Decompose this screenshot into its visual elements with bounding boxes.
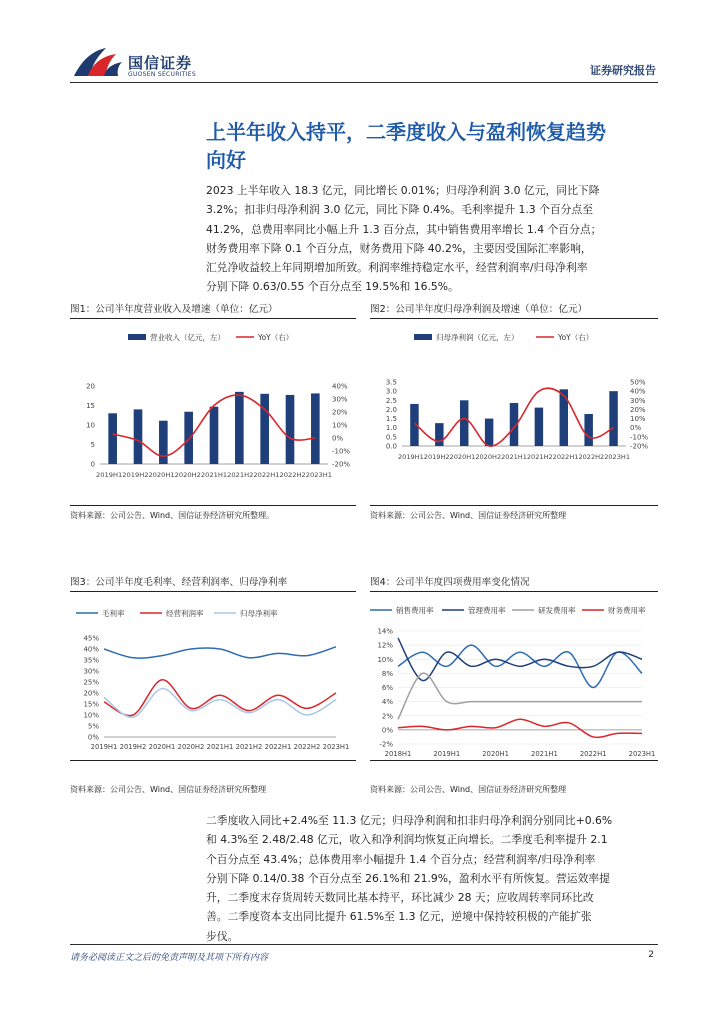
bar (435, 423, 443, 446)
bar (584, 414, 592, 446)
footer-disclaimer: 请务必阅读正文之后的免责声明及其项下所有内容 (70, 953, 269, 963)
page-number: 2 (648, 950, 654, 960)
y-axis-tick-label: 4% (381, 698, 393, 707)
x-axis-tick-label: 2022H1 (264, 743, 292, 751)
fig4-rule (370, 591, 658, 592)
fig2-title: 图2：公司半年度归母净利润及增速（单位：亿元） (370, 304, 588, 315)
x-axis-tick-label: 2022H1 (579, 750, 607, 758)
y-axis-tick-label: 20% (83, 689, 99, 698)
legend-swatch-bar (414, 334, 432, 340)
bar (560, 389, 568, 446)
left-axis-tick-label: 5 (90, 441, 95, 449)
y-axis-tick-label: 40% (83, 645, 99, 654)
x-axis-tick-label: 2019H2 (119, 743, 147, 751)
y-axis-tick-label: 35% (83, 656, 99, 665)
legend-label-line: YoY（右） (258, 333, 294, 342)
y-axis-tick-label: 6% (381, 684, 393, 692)
fig4-bottom-rule (370, 760, 658, 761)
y-axis-tick-label: 2% (381, 712, 393, 721)
series-line-1 (104, 647, 336, 658)
legend-label-2: 经营利润率 (166, 609, 204, 618)
bar (460, 400, 468, 446)
legend-label-3: 归母净利率 (240, 609, 278, 618)
right-axis-tick-label: 50% (630, 378, 646, 387)
left-axis-tick-label: 1.0 (385, 424, 397, 433)
paragraph-line: 2023 上半年收入 18.3 亿元，同比增长 0.01%；归母净利润 3.0 亿元，同比下降 (206, 184, 600, 197)
brand-name-en: GUOSEN SECURITIES (128, 71, 197, 78)
intro-paragraph (206, 181, 658, 297)
x-axis-tick-label: 2022H2 (293, 743, 321, 751)
paragraph-line: 善。二季度资本支出同比提升 61.5%至 1.3 亿元，逆境中保持较积极的产能扩张 (206, 910, 592, 924)
bar (311, 393, 320, 464)
x-axis-tick-label: 2019H1 (433, 750, 461, 758)
fig2-chart (370, 322, 658, 502)
paragraph-line: 3.2%；扣非归母净利润 3.0 亿元，同比下降 0.4%。毛利率提升 1.3 个百分点至 (206, 203, 594, 217)
legend-label-1: 销售费用率 (396, 606, 434, 615)
bar (286, 395, 295, 464)
y-axis-tick-label: 45% (83, 634, 99, 643)
series-line-2 (104, 680, 336, 716)
y-axis-tick-label: 5% (87, 722, 99, 731)
x-axis-tick-label: 2018H1 (384, 750, 412, 758)
legend-swatch-bar (128, 334, 146, 340)
legend-label-line: YoY（右） (558, 333, 594, 342)
bar (159, 421, 168, 464)
left-axis-tick-label: 3.0 (385, 387, 397, 396)
x-axis-tick-labels: 2019H12019H22020H12020H22021H12021H22022H12022H22023H1 (398, 453, 630, 461)
bar (235, 392, 244, 464)
paragraph-line: 个百分点至 43.4%；总体费用率小幅提升 1.4 个百分点；经营利润率/归母净利率 (206, 852, 596, 866)
bar (134, 409, 143, 464)
y-axis-tick-label: 30% (83, 667, 99, 676)
y-axis-tick-label: 0% (87, 733, 99, 742)
right-axis-tick-label: 10% (332, 421, 348, 430)
paragraph-line: 财务费用率下降 0.1 个百分点，财务费用下降 40.2%，主要因受国际汇率影响， (206, 241, 592, 255)
fig3-bottom-rule (70, 760, 356, 761)
legend-label-bar: 营业收入（亿元，左） (150, 333, 225, 342)
right-axis-tick-label: 20% (630, 405, 646, 414)
y-axis-tick-label: -2% (379, 740, 393, 749)
outro-paragraph (206, 811, 658, 946)
footer-divider (70, 944, 658, 945)
section-title (206, 118, 676, 174)
paragraph-line: 汇兑净收益较上年同期增加所致。利润率维持稳定水平，经营利润率/归母净利率 (206, 261, 588, 275)
y-axis-tick-label: 15% (83, 700, 99, 709)
fig1-rule (70, 318, 356, 319)
fig2-bottom-rule (370, 505, 658, 506)
x-axis-tick-label: 2023H1 (628, 750, 656, 758)
left-axis-tick-label: 15 (86, 402, 95, 410)
left-axis-tick-label: 20 (86, 382, 95, 391)
bar (210, 407, 219, 464)
fig3-rule (70, 591, 356, 592)
report-type-label: 证券研究报告 (590, 64, 656, 77)
left-axis-tick-label: 2.5 (385, 396, 397, 405)
right-axis-tick-label: -10% (332, 447, 351, 456)
legend-label-bar: 归母净利润（亿元，左） (436, 333, 519, 342)
header-divider (70, 82, 658, 83)
x-axis-tick-label: 2020H2 (177, 743, 205, 751)
legend-label-4: 财务费用率 (608, 606, 646, 615)
left-axis-tick-label: 10 (86, 421, 95, 430)
y-axis-tick-label: 12% (377, 641, 393, 650)
x-axis-tick-label: 2019H1 (90, 743, 118, 751)
section-title-line: 上半年收入持平，二季度收入与盈利恢复趋势 (206, 120, 606, 144)
right-axis-tick-label: -20% (630, 442, 649, 451)
y-axis-tick-label: 10% (83, 711, 99, 720)
y-axis-tick-label: 0% (381, 726, 393, 735)
x-axis-tick-label: 2021H2 (235, 743, 263, 751)
section-title-line: 向好 (206, 148, 246, 172)
bar (184, 412, 193, 464)
paragraph-line: 和 4.3%至 2.48/2.48 亿元，收入和净利润均恢复正向增长。二季度毛利率提升 2.1 (206, 833, 608, 847)
fig2-source: 资料来源：公司公告、Wind、国信证券经济研究所整理 (370, 511, 567, 520)
fig2-rule (370, 318, 658, 319)
right-axis-tick-label: 40% (332, 382, 348, 391)
legend-label-2: 管理费用率 (468, 606, 506, 615)
x-axis-tick-label: 2023H1 (322, 743, 350, 751)
x-axis-tick-label: 2021H1 (531, 750, 558, 758)
left-axis-tick-label: 0.5 (385, 433, 397, 442)
fig1-title: 图1：公司半年度营业收入及增速（单位：亿元） (70, 304, 278, 315)
paragraph-line: 步伐。 (206, 929, 239, 943)
paragraph-line: 二季度收入同比+2.4%至 11.3 亿元；归母净利润和扣非归母净利润分别同比+0.6% (206, 814, 613, 827)
fig4-source: 资料来源：公司公告、Wind、国信证券经济研究所整理 (370, 785, 567, 794)
paragraph-line: 41.2%，总费用率同比小幅上升 1.3 百分点，其中销售费用率增长 1.4 个百分点； (206, 222, 602, 236)
paragraph-line: 分别下降 0.14/0.38 个百分点至 26.1%和 21.9%，盈利水平有所恢复。营运效率提 (206, 871, 610, 885)
fig4-chart (370, 596, 658, 760)
bar (609, 391, 617, 446)
legend-label-1: 毛利率 (102, 609, 125, 618)
right-axis-tick-label: 20% (332, 408, 348, 417)
right-axis-tick-label: 30% (332, 395, 348, 404)
series-line-3 (398, 673, 642, 719)
fig3-title: 图3：公司半年度毛利率、经营利润率、归母净利率 (70, 577, 288, 588)
right-axis-tick-label: 40% (630, 387, 646, 396)
guosen-logo-icon (70, 46, 126, 80)
x-axis-tick-labels: 2019H12019H22020H12020H22021H12021H22022H12022H22023H1 (96, 471, 332, 479)
left-axis-tick-label: 3.5 (385, 378, 397, 387)
series-line-3 (104, 689, 336, 718)
right-axis-tick-label: -20% (332, 460, 351, 469)
fig1-source: 资料来源：公司公告、Wind、国信证券经济研究所整理。 (70, 511, 275, 520)
x-axis-tick-label: 2020H1 (482, 750, 509, 758)
right-axis-tick-label: 0% (630, 424, 642, 433)
left-axis-tick-label: 2.0 (385, 405, 397, 414)
bar (260, 394, 269, 464)
bar (535, 408, 543, 446)
left-axis-tick-label: 0 (90, 460, 95, 469)
fig3-source: 资料来源：公司公告、Wind、国信证券经济研究所整理 (70, 785, 267, 794)
fig3-chart (70, 596, 356, 756)
right-axis-tick-label: 0% (332, 434, 344, 443)
series-line-4 (398, 719, 642, 737)
left-axis-tick-label: 1.5 (385, 415, 397, 424)
right-axis-tick-label: 30% (630, 396, 646, 405)
y-axis-tick-label: 14% (377, 627, 393, 636)
fig4-title: 图4：公司半年度四项费用率变化情况 (370, 577, 530, 588)
x-axis-tick-label: 2020H1 (148, 743, 176, 751)
bar (485, 419, 493, 446)
y-axis-tick-label: 10% (377, 655, 393, 664)
x-axis-tick-label: 2021H1 (206, 743, 234, 751)
left-axis-tick-label: 0.0 (385, 442, 397, 451)
y-axis-tick-label: 25% (83, 678, 99, 687)
paragraph-line: 分别下降 0.63/0.55 个百分点至 19.5%和 16.5%。 (206, 280, 459, 294)
brand-name-cn: 国信证券 (128, 54, 193, 72)
right-axis-tick-label: 10% (630, 415, 646, 424)
y-axis-tick-label: 8% (381, 669, 393, 678)
fig1-bottom-rule (70, 505, 356, 506)
bar (108, 413, 117, 464)
fig1-chart (70, 322, 356, 502)
paragraph-line: 升，二季度末存货周转天数同比基本持平，环比减少 28 天；应收周转率同环比改 (206, 891, 594, 905)
right-axis-tick-label: -10% (630, 433, 649, 442)
legend-label-3: 研发费用率 (538, 606, 576, 615)
